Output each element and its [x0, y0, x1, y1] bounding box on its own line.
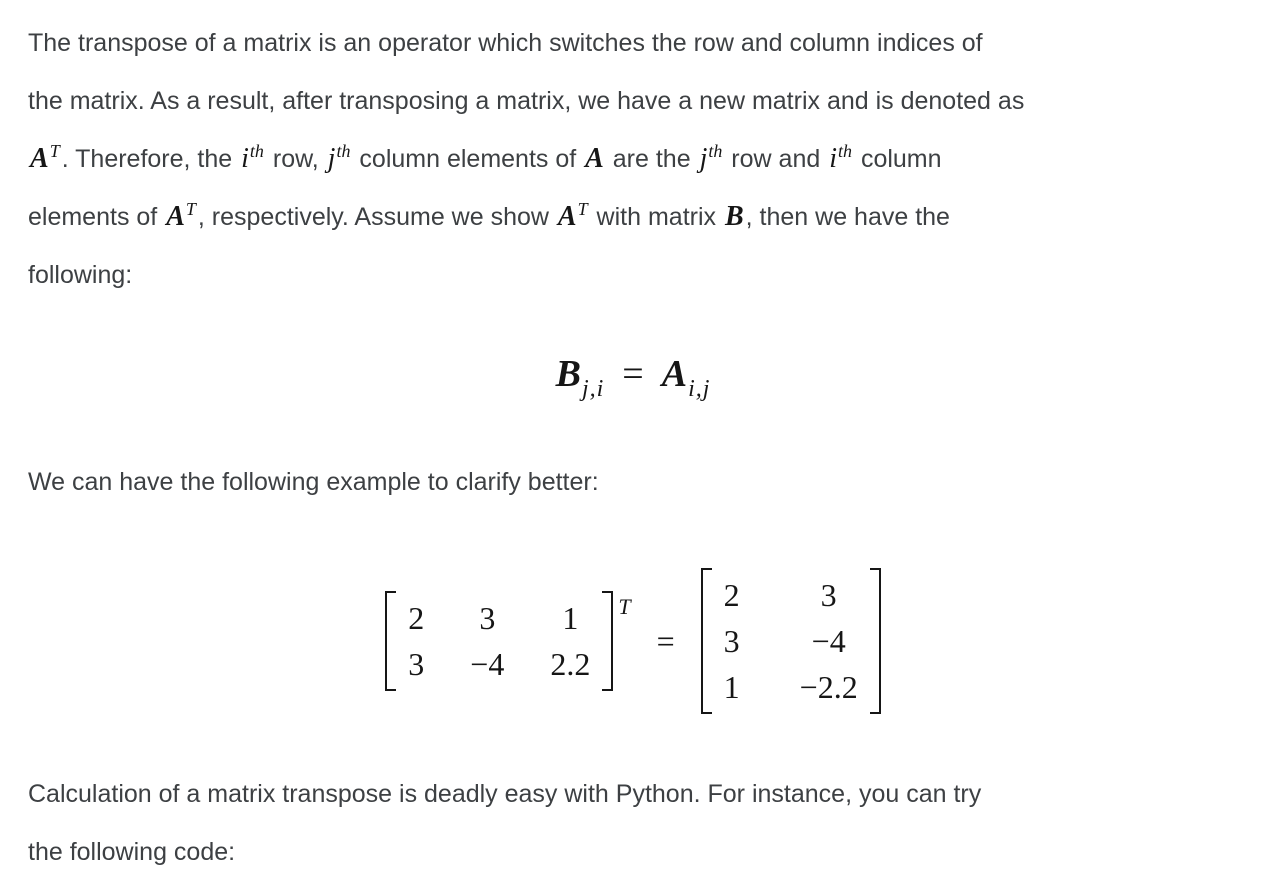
example-lead-line: We can have the following example to clarify better: [28, 468, 599, 496]
matrix-right [701, 568, 881, 714]
matrix-cell: 3 [479, 600, 496, 636]
formula-lhs-base: B [555, 353, 581, 395]
matrix-cell: 2 [408, 600, 425, 636]
math-superscript: th [708, 141, 723, 161]
math-superscript: T [577, 199, 588, 219]
text-segment: column [854, 145, 942, 173]
intro-line-2: the matrix. As a result, after transposing a matrix, we have a new matrix and is denoted as [28, 87, 1025, 115]
inline-math-jth [700, 143, 723, 174]
inline-math-A-transpose [166, 201, 196, 232]
text-segment: . Therefore, the [61, 145, 240, 173]
inline-math-B [725, 201, 744, 232]
equals-sign: = [656, 623, 675, 659]
matrix-cell: 2 [723, 577, 740, 613]
math-base: A [585, 143, 604, 174]
matrix-cell: −2.2 [799, 669, 858, 705]
math-superscript: th [249, 141, 264, 161]
text-segment: row, [265, 145, 326, 173]
python-note-line-2: the following code: [28, 838, 236, 866]
formula-rhs-base: A [661, 353, 688, 395]
matrix-cell: 3 [723, 623, 740, 659]
math-base: A [557, 201, 577, 232]
python-note-line-1: Calculation of a matrix transpose is deadly easy with Python. For instance, you can try [28, 780, 982, 808]
math-base: A [166, 201, 185, 232]
matrix-example-equation [28, 568, 1238, 714]
intro-line-1: The transpose of a matrix is an operator which switches the row and column indices of [28, 29, 983, 57]
inline-math-ith [829, 143, 852, 174]
math-superscript: th [336, 141, 351, 161]
paragraph-example-lead [28, 453, 1238, 511]
math-base: j [327, 143, 336, 174]
matrix-cell: 3 [408, 646, 425, 682]
paragraph-intro [28, 14, 1238, 304]
formula-rhs-subscript: i,j [688, 376, 711, 402]
intro-line-5: following: [28, 261, 133, 289]
math-superscript: T [49, 141, 60, 161]
text-segment: row and [724, 145, 828, 173]
matrix-cell: 1 [723, 669, 740, 705]
text-segment: , respectively. Assume we show [197, 203, 556, 231]
close-bracket-icon [602, 591, 613, 691]
matrix-cell: −4 [811, 623, 846, 659]
equals-sign: = [622, 353, 644, 395]
matrix-left [385, 591, 613, 691]
math-superscript: T [185, 199, 196, 219]
text-segment: with matrix [589, 203, 723, 231]
matrix-cell: −4 [470, 646, 505, 682]
inline-math-jth [328, 143, 351, 174]
text-segment: column elements of [352, 145, 584, 173]
formula-lhs-subscript: j,i [581, 376, 605, 402]
open-bracket-icon [385, 591, 396, 691]
inline-math-A-transpose [30, 143, 60, 174]
transpose-superscript: T [618, 594, 631, 619]
math-base: B [724, 201, 744, 232]
matrix-cell: 1 [562, 600, 579, 636]
matrix-left-cells [396, 591, 602, 691]
math-base: A [30, 143, 49, 174]
matrix-cell: 3 [820, 577, 837, 613]
text-segment: , then we have the [745, 203, 950, 231]
inline-math-ith [241, 143, 264, 174]
math-superscript: th [837, 141, 852, 161]
transpose-definition-formula [28, 349, 1238, 404]
matrix-right-cells [712, 568, 870, 714]
inline-math-A [585, 143, 604, 174]
intro-line-3 [28, 130, 1238, 188]
paragraph-python-note [28, 765, 1238, 881]
matrix-cell: 2.2 [550, 646, 591, 682]
math-base: j [699, 143, 708, 174]
math-base: i [241, 143, 249, 174]
math-base: i [829, 143, 837, 174]
intro-line-4 [28, 188, 1238, 246]
text-segment: elements of [28, 203, 165, 231]
open-bracket-icon [701, 568, 712, 714]
inline-math-A-transpose [558, 201, 588, 232]
close-bracket-icon [870, 568, 881, 714]
text-segment: are the [605, 145, 698, 173]
